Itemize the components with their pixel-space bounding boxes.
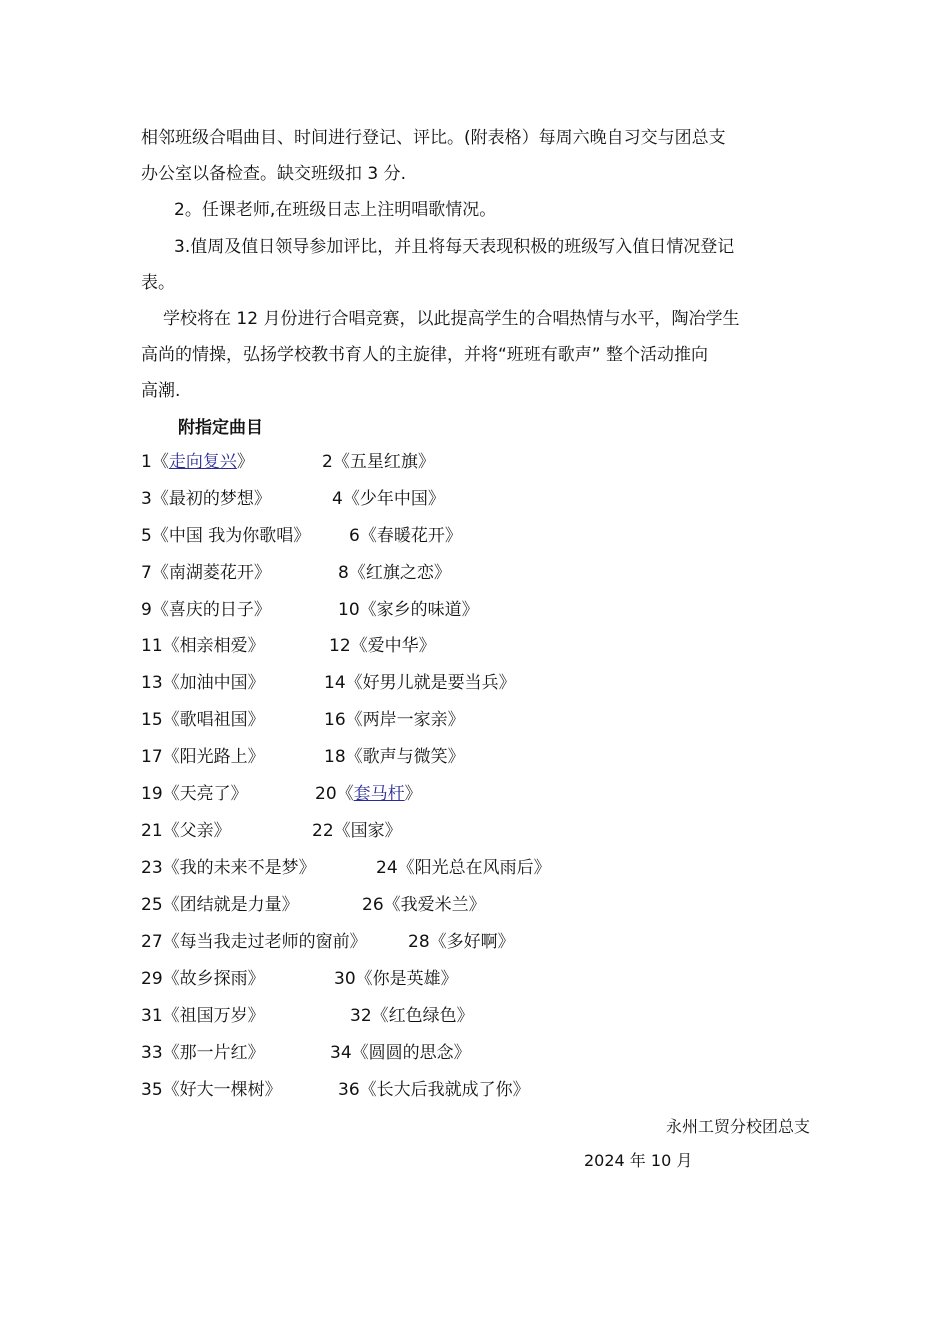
closing-paragraph-line-1: 学校将在 12 月份进行合唱竞赛，以此提高学生的合唱热情与水平，陶冶学生 — [163, 309, 740, 329]
song-left-3: 3《最初的梦想》 — [141, 489, 271, 509]
song-right-22: 22《国家》 — [312, 821, 402, 841]
song-right-28: 28《多好啊》 — [408, 932, 515, 952]
song-right-24: 24《阳光总在风雨后》 — [376, 858, 551, 878]
closing-paragraph-line-2: 高尚的情操，弘扬学校教书育人的主旋律，并将“班班有歌声” 整个活动推向 — [141, 345, 709, 365]
song-left-29: 29《故乡探雨》 — [141, 969, 265, 989]
song-right-8: 8《红旗之恋》 — [338, 563, 451, 583]
song-left-31: 31《祖国万岁》 — [141, 1006, 265, 1026]
song-left-21: 21《父亲》 — [141, 821, 231, 841]
song-left-27: 27《每当我走过老师的窗前》 — [141, 932, 367, 952]
song-right-34: 34《圆圆的思念》 — [330, 1043, 471, 1063]
song-right-26: 26《我爱米兰》 — [362, 895, 486, 915]
song-right-2: 2《五星红旗》 — [322, 452, 435, 472]
song-left-23: 23《我的未来不是梦》 — [141, 858, 316, 878]
song-left-11: 11《相亲相爱》 — [141, 636, 265, 656]
song-left-9: 9《喜庆的日子》 — [141, 600, 271, 620]
song-right-10: 10《家乡的味道》 — [338, 600, 479, 620]
song-right-36: 36《长大后我就成了你》 — [338, 1080, 530, 1100]
song-right-6: 6《春暖花开》 — [349, 526, 462, 546]
song-left-17: 17《阳光路上》 — [141, 747, 265, 767]
song-left-19: 19《天亮了》 — [141, 784, 248, 804]
song-left-25: 25《团结就是力量》 — [141, 895, 299, 915]
song-link-taomagan[interactable]: 套马杆 — [353, 784, 405, 804]
song-right-12: 12《爱中华》 — [329, 636, 436, 656]
song-right-16: 16《两岸一家亲》 — [324, 710, 465, 730]
closing-paragraph-line-3: 高潮. — [141, 381, 181, 401]
song-left-33: 33《那一片红》 — [141, 1043, 265, 1063]
song-right-32: 32《红色绿色》 — [350, 1006, 474, 1026]
song-left-15: 15《歌唱祖国》 — [141, 710, 265, 730]
song-right-20: 20《套马杆》 — [315, 784, 422, 804]
song-right-18: 18《歌声与微笑》 — [324, 747, 465, 767]
song-link-zouxiangfuxing[interactable]: 走向复兴 — [168, 452, 237, 472]
signature-date: 2024 年 10 月 — [584, 1151, 693, 1170]
rule-item-3: 3.值周及值日领导参加评比，并且将每天表现积极的班级写入值日情况登记 — [174, 237, 735, 257]
song-left-5: 5《中国 我为你歌唱》 — [141, 526, 311, 546]
song-right-14: 14《好男儿就是要当兵》 — [324, 673, 516, 693]
song-left-35: 35《好大一棵树》 — [141, 1080, 282, 1100]
song-right-4: 4《少年中国》 — [332, 489, 445, 509]
rule-item-3-cont: 表。 — [141, 273, 175, 293]
body-line-2: 办公室以备检查。缺交班级扣 3 分. — [141, 164, 407, 184]
songs-heading: 附指定曲目 — [178, 418, 263, 438]
song-left-13: 13《加油中国》 — [141, 673, 265, 693]
song-left-7: 7《南湖菱花开》 — [141, 563, 271, 583]
song-right-30: 30《你是英雄》 — [334, 969, 458, 989]
signature-org: 永州工贸分校团总支 — [665, 1117, 810, 1136]
body-line-1: 相邻班级合唱曲目、时间进行登记、评比。(附表格）每周六晚自习交与团总支 — [141, 128, 726, 148]
song-left-1: 1《走向复兴》 — [141, 452, 254, 472]
rule-item-2: 2。任课老师,在班级日志上注明唱歌情况。 — [174, 200, 497, 220]
